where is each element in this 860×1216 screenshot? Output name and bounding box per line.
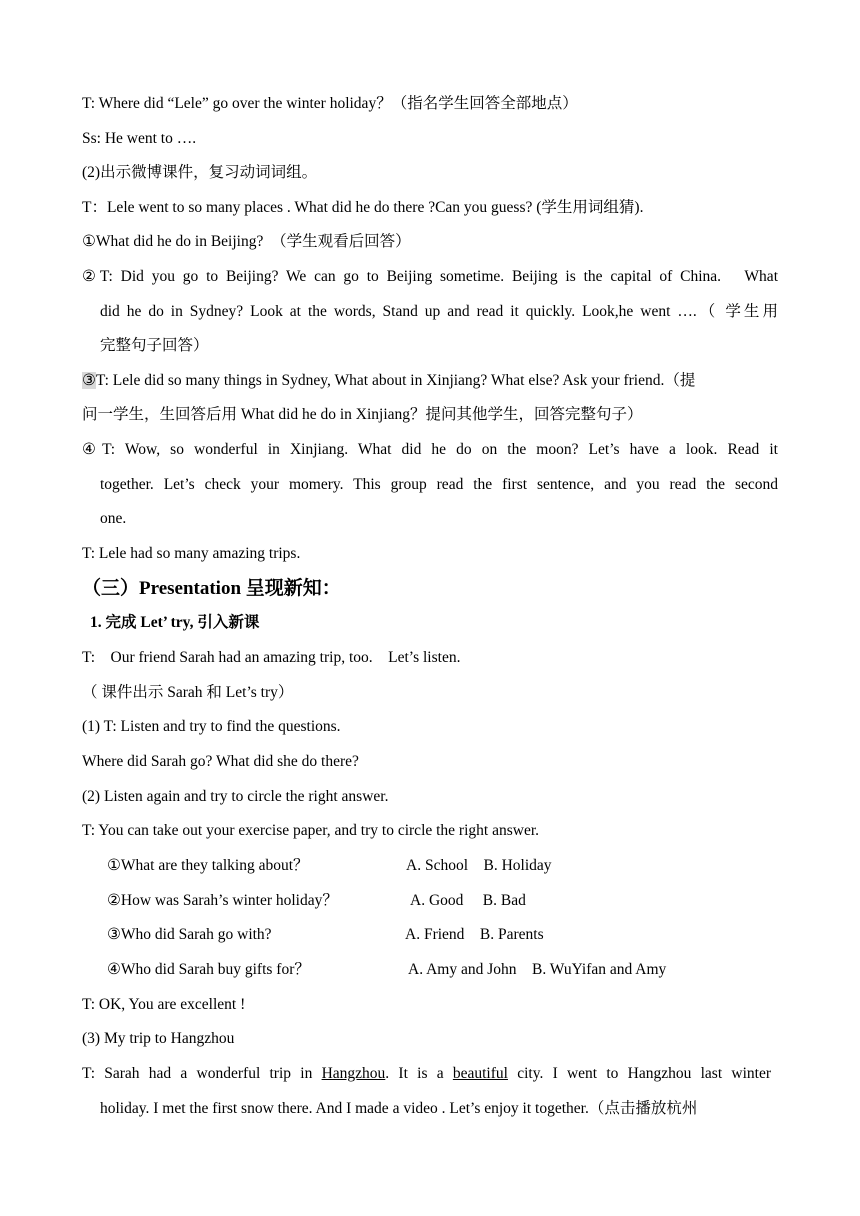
text-line: one.: [100, 510, 127, 527]
question-text: ④Who did Sarah buy gifts for？: [107, 961, 310, 978]
answer-options: A. Good B. Bad: [410, 892, 526, 909]
answer-options: A. Friend B. Parents: [405, 926, 544, 943]
subsection-heading: 1. 完成 Let’ try, 引入新课: [90, 614, 260, 631]
text-line: (2) Listen again and try to circle the right answer.: [82, 788, 389, 805]
text-span: T: Sarah had a wonderful trip in: [82, 1065, 322, 1082]
text-line: [82, 371, 778, 391]
text-line: （ 课件出示 Sarah 和 Let’s try）: [82, 684, 294, 701]
text-line: T：Lele went to so many places . What did he do there ?Can you guess? (学生用词组猜).: [82, 199, 644, 216]
text-line: ②T: Did you go to Beijing? We can go to Beijing sometime. Beijing is the capital of China. What: [82, 268, 778, 285]
underlined-word: beautiful: [452, 1065, 508, 1082]
answer-options: A. School B. Holiday: [406, 857, 552, 874]
text-line: T: Our friend Sarah had an amazing trip, too. Let’s listen.: [82, 649, 461, 666]
text-line: (1) T: Listen and try to find the questions.: [82, 718, 341, 735]
text-line: (2)出示微博课件，复习动词词组。: [82, 164, 318, 181]
question-row: [107, 925, 272, 945]
text-line: T: OK, You are excellent !: [82, 996, 246, 1013]
text-line: T: Where did “Lele” go over the winter holiday？（指名学生回答全部地点）: [82, 95, 578, 112]
text-line: ①What did he do in Beijing? （学生观看后回答）: [82, 233, 411, 250]
underlined-word: Hangzhou: [321, 1065, 386, 1082]
question-text: ②How was Sarah’s winter holiday？: [107, 892, 338, 909]
text-span: T: Lele did so many things in Sydney, What about in Xinjiang? What else? Ask your friend.（提: [95, 372, 696, 389]
question-row: [107, 891, 338, 911]
text-line: holiday. I met the first snow there. And I made a video . Let’s enjoy it together.（点击播放杭州: [100, 1100, 698, 1117]
text-span: city. I went to Hangzhou last winter: [507, 1065, 771, 1082]
text-line: ④T: Wow, so wonderful in Xinjiang. What did he do on the moon? Let’s have a look. Read it: [82, 441, 778, 458]
text-line: T: Lele had so many amazing trips.: [82, 545, 301, 562]
text-line: Ss: He went to ….: [82, 130, 197, 147]
highlight-mark: ③: [82, 372, 96, 389]
question-row: [107, 960, 310, 980]
text-line: together. Let’s check your momery. This group read the first sentence, and you read the second: [100, 476, 778, 493]
text-line: T: You can take out your exercise paper, and try to circle the right answer.: [82, 822, 540, 839]
question-text: ①What are they talking about？: [107, 857, 309, 874]
text-line: (3) My trip to Hangzhou: [82, 1030, 235, 1047]
section-heading: （三）Presentation 呈现新知：: [82, 578, 341, 599]
text-span: . It is a: [385, 1065, 453, 1082]
text-line: 完整句子回答）: [100, 337, 209, 354]
question-text: ③Who did Sarah go with?: [107, 926, 272, 943]
text-line: Where did Sarah go? What did she do there?: [82, 753, 359, 770]
question-row: [107, 856, 309, 876]
text-line: did he do in Sydney? Look at the words, Stand up and read it quickly. Look,he went ….（ 学生用: [100, 303, 778, 320]
answer-options: A. Amy and John B. WuYifan and Amy: [408, 961, 667, 978]
text-line: 问一学生，生回答后用 What did he do in Xinjiang？提问其他学生，回答完整句子）: [82, 406, 643, 423]
text-line: [82, 1064, 771, 1084]
